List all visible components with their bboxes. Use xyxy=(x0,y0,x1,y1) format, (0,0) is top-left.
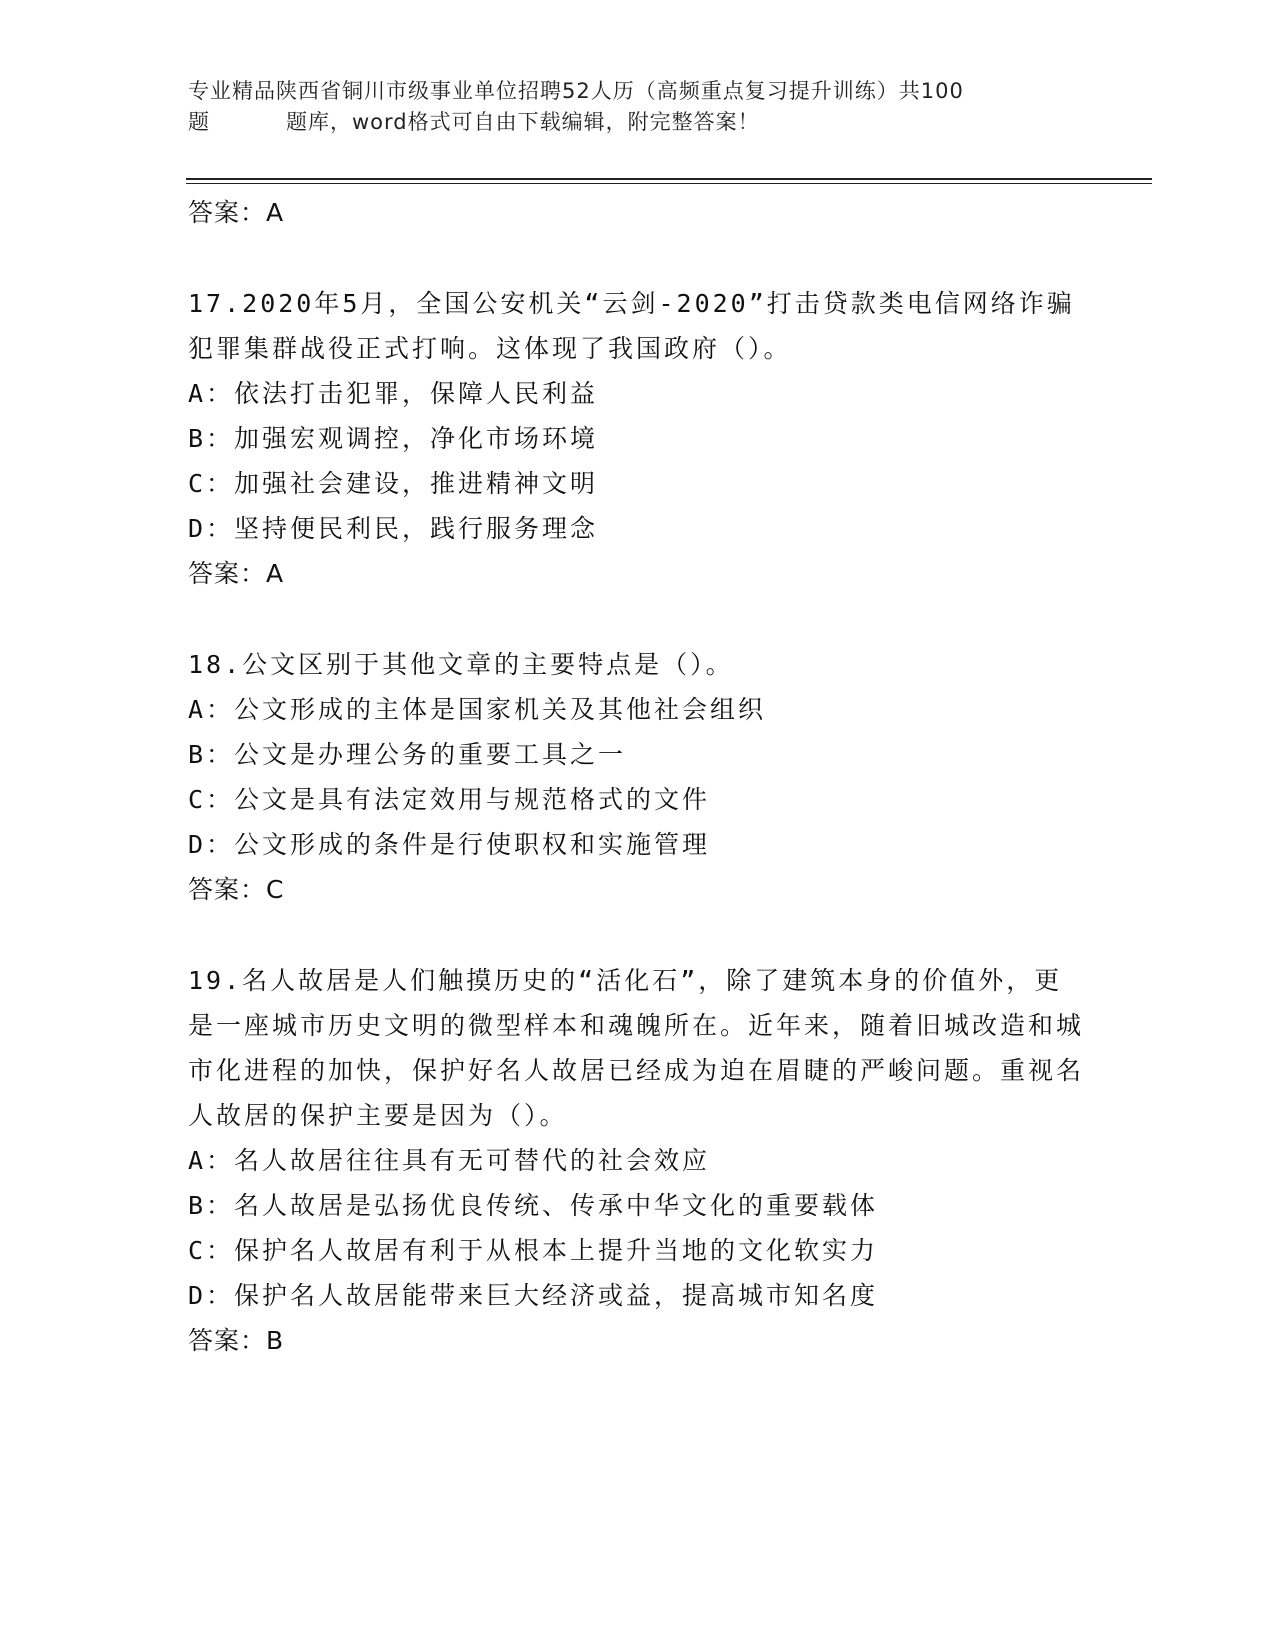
option-d: D：坚持便民利民，践行服务理念 xyxy=(188,514,599,543)
question-stem: 18.公文区别于其他文章的主要特点是（）。 xyxy=(188,650,734,679)
header-title-line1: 专业精品陕西省铜川市级事业单位招聘52人历（高频重点复习提升训练）共100 xyxy=(188,79,964,103)
option-c: C：加强社会建设，推进精神文明 xyxy=(188,469,599,498)
option-b: B：名人故居是弘扬优良传统、传承中华文化的重要载体 xyxy=(188,1191,879,1220)
question-stem: 17.2020年5月，全国公安机关“云剑-2020”打击贷款类电信网络诈骗犯罪集群战役正式打响。这体现了我国政府（）。 xyxy=(188,289,1075,363)
header-title-line2-text: 题库，word格式可自由下载编辑，附完整答案！ xyxy=(286,110,760,134)
page-header xyxy=(188,76,1088,138)
option-d: D：公文形成的条件是行使职权和实施管理 xyxy=(188,830,711,859)
option-d: D：保护名人故居能带来巨大经济或益，提高城市知名度 xyxy=(188,1281,879,1310)
header-title-line2-prefix: 题 xyxy=(188,110,210,134)
question-answer: 答案：A xyxy=(188,559,285,588)
option-b: B：公文是办理公务的重要工具之一 xyxy=(188,740,627,769)
question-18 xyxy=(188,642,1088,913)
question-answer: 答案：B xyxy=(188,1326,285,1355)
question-19 xyxy=(188,958,1088,1364)
option-c: C：保护名人故居有利于从根本上提升当地的文化软实力 xyxy=(188,1236,879,1265)
option-b: B：加强宏观调控，净化市场环境 xyxy=(188,424,599,453)
question-list xyxy=(188,190,1088,1364)
previous-question-answer: 答案：A xyxy=(188,198,285,227)
option-a: A：名人故居往往具有无可替代的社会效应 xyxy=(188,1146,711,1175)
question-17 xyxy=(188,281,1088,597)
option-a: A：依法打击犯罪，保障人民利益 xyxy=(188,379,599,408)
question-stem: 19.名人故居是人们触摸历史的“活化石”，除了建筑本身的价值外，更是一座城市历史文明的微型样本和魂魄所在。近年来，随着旧城改造和城市化进程的加快，保护好名人故居已经成为迫在眉睫的严峻问题。重视名人故居的保护主要是因为（）。 xyxy=(188,966,1085,1130)
option-a: A：公文形成的主体是国家机关及其他社会组织 xyxy=(188,695,767,724)
question-answer: 答案：C xyxy=(188,875,285,904)
header-divider-thick xyxy=(186,178,1152,180)
header-divider-thin xyxy=(186,183,1152,184)
header-title-line2 xyxy=(188,107,1088,138)
option-c: C：公文是具有法定效用与规范格式的文件 xyxy=(188,785,711,814)
